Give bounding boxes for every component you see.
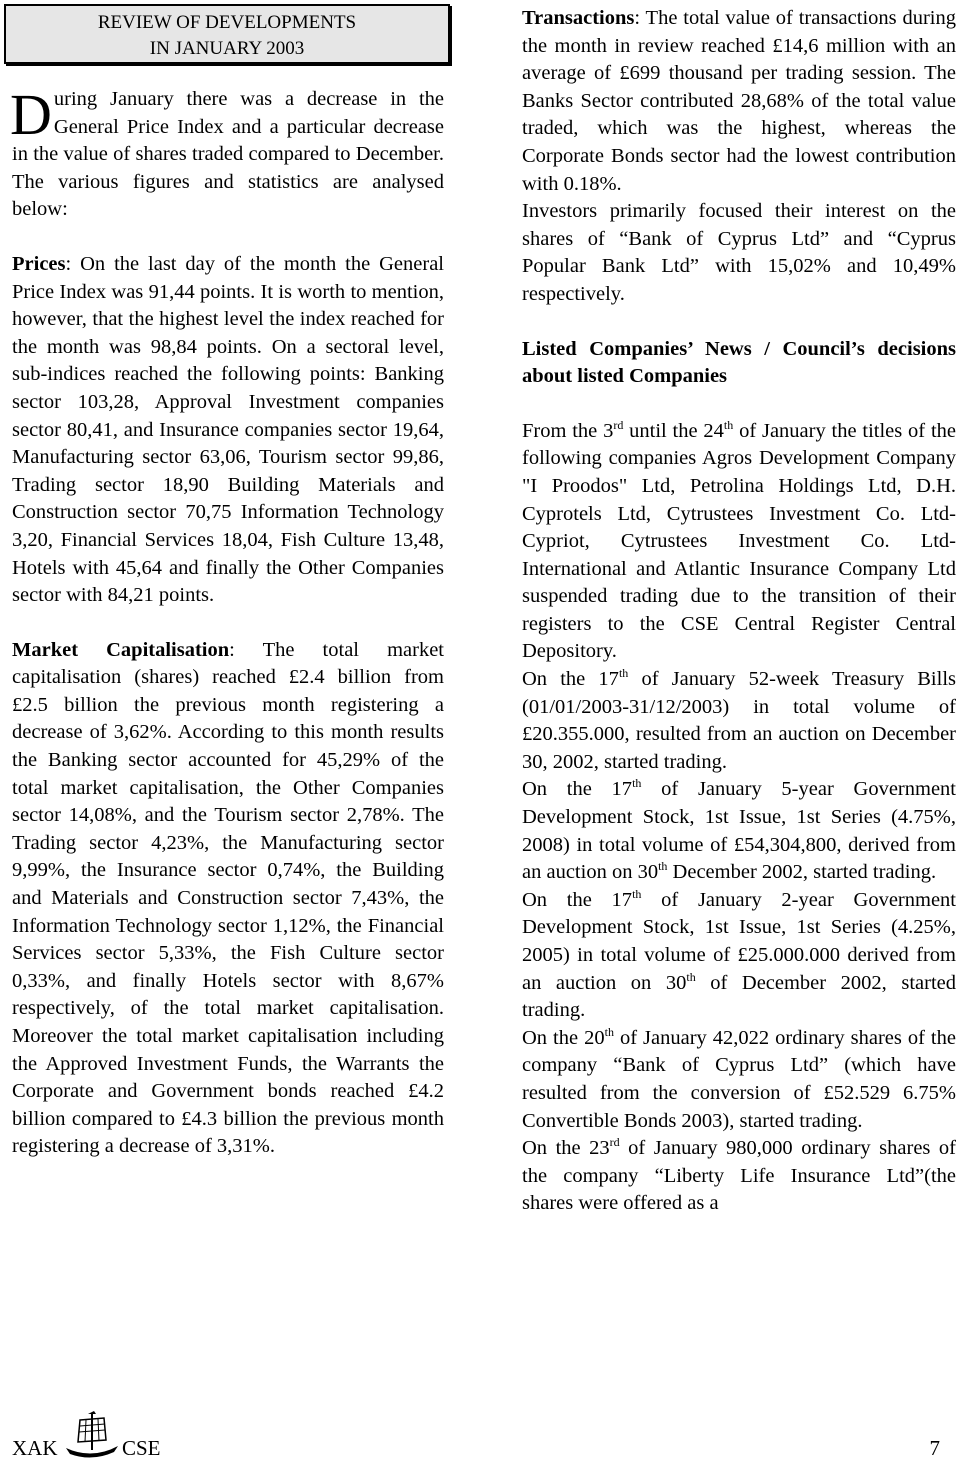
transactions-paragraph: [522, 5, 956, 198]
left-column: [10, 82, 444, 1161]
news-1-a: From the 3: [522, 419, 614, 442]
right-column: [522, 5, 956, 1218]
investors-paragraph: Investors primarily focused their interest on the shares of “Bank of Cyprus Ltd” and “Cyprus Popular Bank Ltd” with 15,02% and 10,49% respectively.: [522, 200, 956, 305]
news-3-sup: th: [632, 776, 642, 791]
news-paragraph-5: [522, 1025, 956, 1135]
news-4-b: of January 2-year Government Development Stock, 1st Issue, 1st Series (4.25%, 2005) in total volume of £25.000.000 derived from an auction on 30: [522, 888, 956, 994]
news-paragraph-2: [522, 666, 956, 776]
title-box: [4, 4, 450, 64]
market-paragraph: [12, 637, 444, 1161]
title-line-1: REVIEW OF DEVELOPMENTS: [97, 12, 357, 33]
news-2-sup: th: [618, 666, 629, 681]
footer-logo-right: CSE: [122, 1436, 161, 1460]
news-6-a: On the 23: [522, 1137, 610, 1160]
news-2-b: of January 52-week Treasury Bills (01/01/2003-31/12/2003) in total volume of £20.355.000, resulted from an auction on December 30, 2002, started trading.: [522, 668, 957, 773]
footer-logo-left: XAK: [12, 1436, 58, 1460]
news-1-sup-1: rd: [613, 417, 624, 432]
news-5-b: of January 42,022 ordinary shares of the company “Bank of Cyprus Ltd” (which have resulted from the conversion of £52.529 6.75% Convertible Bonds 2003), started trading.: [522, 1026, 956, 1132]
footer: [0, 1436, 960, 1464]
news-1-b: until the 24: [623, 419, 724, 442]
news-4-a: On the 17: [522, 888, 633, 911]
news-3-b: of January 5-year Government Development Stock, 1st Issue, 1st Series (4.75%, 2008) in total volume of £54,304,800, derived from an auction on 30: [522, 778, 956, 884]
news-2-a: On the 17: [522, 668, 619, 691]
news-paragraph-3: [522, 776, 956, 886]
drop-cap: D: [10, 82, 52, 147]
market-label: Market Capitalisation: [12, 638, 230, 661]
transactions-text: : The total value of transactions during the month in review reached £14,6 million with an average of £699 thousand per trading session. The Banks Sector contributed 28,68% of the total value traded, which was the highest, whereas the Corporate Bonds sector had the lowest contribution with 0.18%.: [522, 7, 956, 195]
prices-label: Prices: [12, 252, 66, 275]
transactions-label: Transactions: [522, 7, 635, 29]
title-line-2: IN JANUARY 2003: [149, 38, 305, 59]
news-paragraph-1: [522, 418, 956, 666]
news-1-c: of January the titles of the following companies Agros Development Company "I Proodos" Ltd, Petrolina Holdings Ltd, D.H. Cyprotels Ltd, Cytrustees Investment Co. Ltd-Cypriot, Cytrustees Investment Co. Ltd-International and Atlantic Insurance Company Ltd suspended trading due to the transition of their registers to the CSE Central Register Central Depository.: [522, 419, 956, 663]
news-5-sup: th: [604, 1024, 614, 1039]
news-paragraph-4: [522, 887, 956, 1025]
news-3-c: December 2002, started trading.: [667, 861, 937, 884]
prices-text: : On the last day of the month the General Price Index was 91,44 points. It is worth to mention, however, that the highest level the index reached for the month was 98,84 points. On a sectoral level, sub-indices reached the following points: Banking sector 103,28, Approval Investment companies sector 80,41, and Insurance companies sector 19,64, Manufacturing sector 63,06, Tourism sector 99,86, Trading sector 18,90 Building Materials and Construction sector 70,75 Information Technology 3,20, Financial Services 18,04, Fish Culture 13,48, Hotels with 45,64 and finally the Other Companies sector with 84,21 points.: [12, 252, 444, 607]
news-3-sup-2: th: [658, 859, 668, 874]
news-4-sup-2: th: [686, 969, 696, 984]
market-text: : The total market capitalisation (shares) reached £2.4 billion from £2.5 billion the previous month registering a decrease of 3,62%. According to this month results the Banking sector accounted for 45,29% of the total market capitalisation, the Other Companies sector 14,08%, and the Tourism sector 2,78%. The Trading sector 4,23%, the Manufacturing sector 9,99%, the Insurance sector 0,74%, the Building and Materials and Construction sector 7,43%, the Information Technology sector 1,12%, the Financial Services sector 5,33%, the Fish Culture sector 0,33%, and finally Hotels sector with 8,67% respectively, of the total market capitalisation. Moreover the total market capitalisation including the Approved Investment Funds, the Warrants the Corporate and Government bonds reached £4.2 billion compared to £4.3 billion the previous month registering a decrease of 3,31%.: [12, 638, 444, 1158]
page-number: 7: [929, 1436, 940, 1460]
news-4-c: of December 2002, started trading.: [522, 971, 956, 1022]
intro-paragraph: [10, 82, 444, 224]
listed-companies-heading: Listed Companies’ News / Council’s decisions about listed Companies: [522, 337, 956, 388]
news-6-sup: rd: [609, 1135, 620, 1150]
prices-paragraph: [12, 251, 444, 610]
intro-text: uring January there was a decrease in the General Price Index and a particular decrease in the value of shares traded compared to December. The various figures and statistics are analysed below:: [12, 88, 444, 221]
ship-icon: [60, 1410, 124, 1462]
news-6-b: of January 980,000 ordinary shares of the company “Liberty Life Insurance Ltd”(the shares were offered as a: [522, 1137, 956, 1215]
news-1-sup-2: th: [723, 417, 734, 432]
news-3-a: On the 17: [522, 778, 633, 801]
news-5-a: On the 20: [522, 1026, 605, 1049]
news-4-sup: th: [632, 886, 642, 901]
news-paragraph-6: [522, 1135, 956, 1218]
